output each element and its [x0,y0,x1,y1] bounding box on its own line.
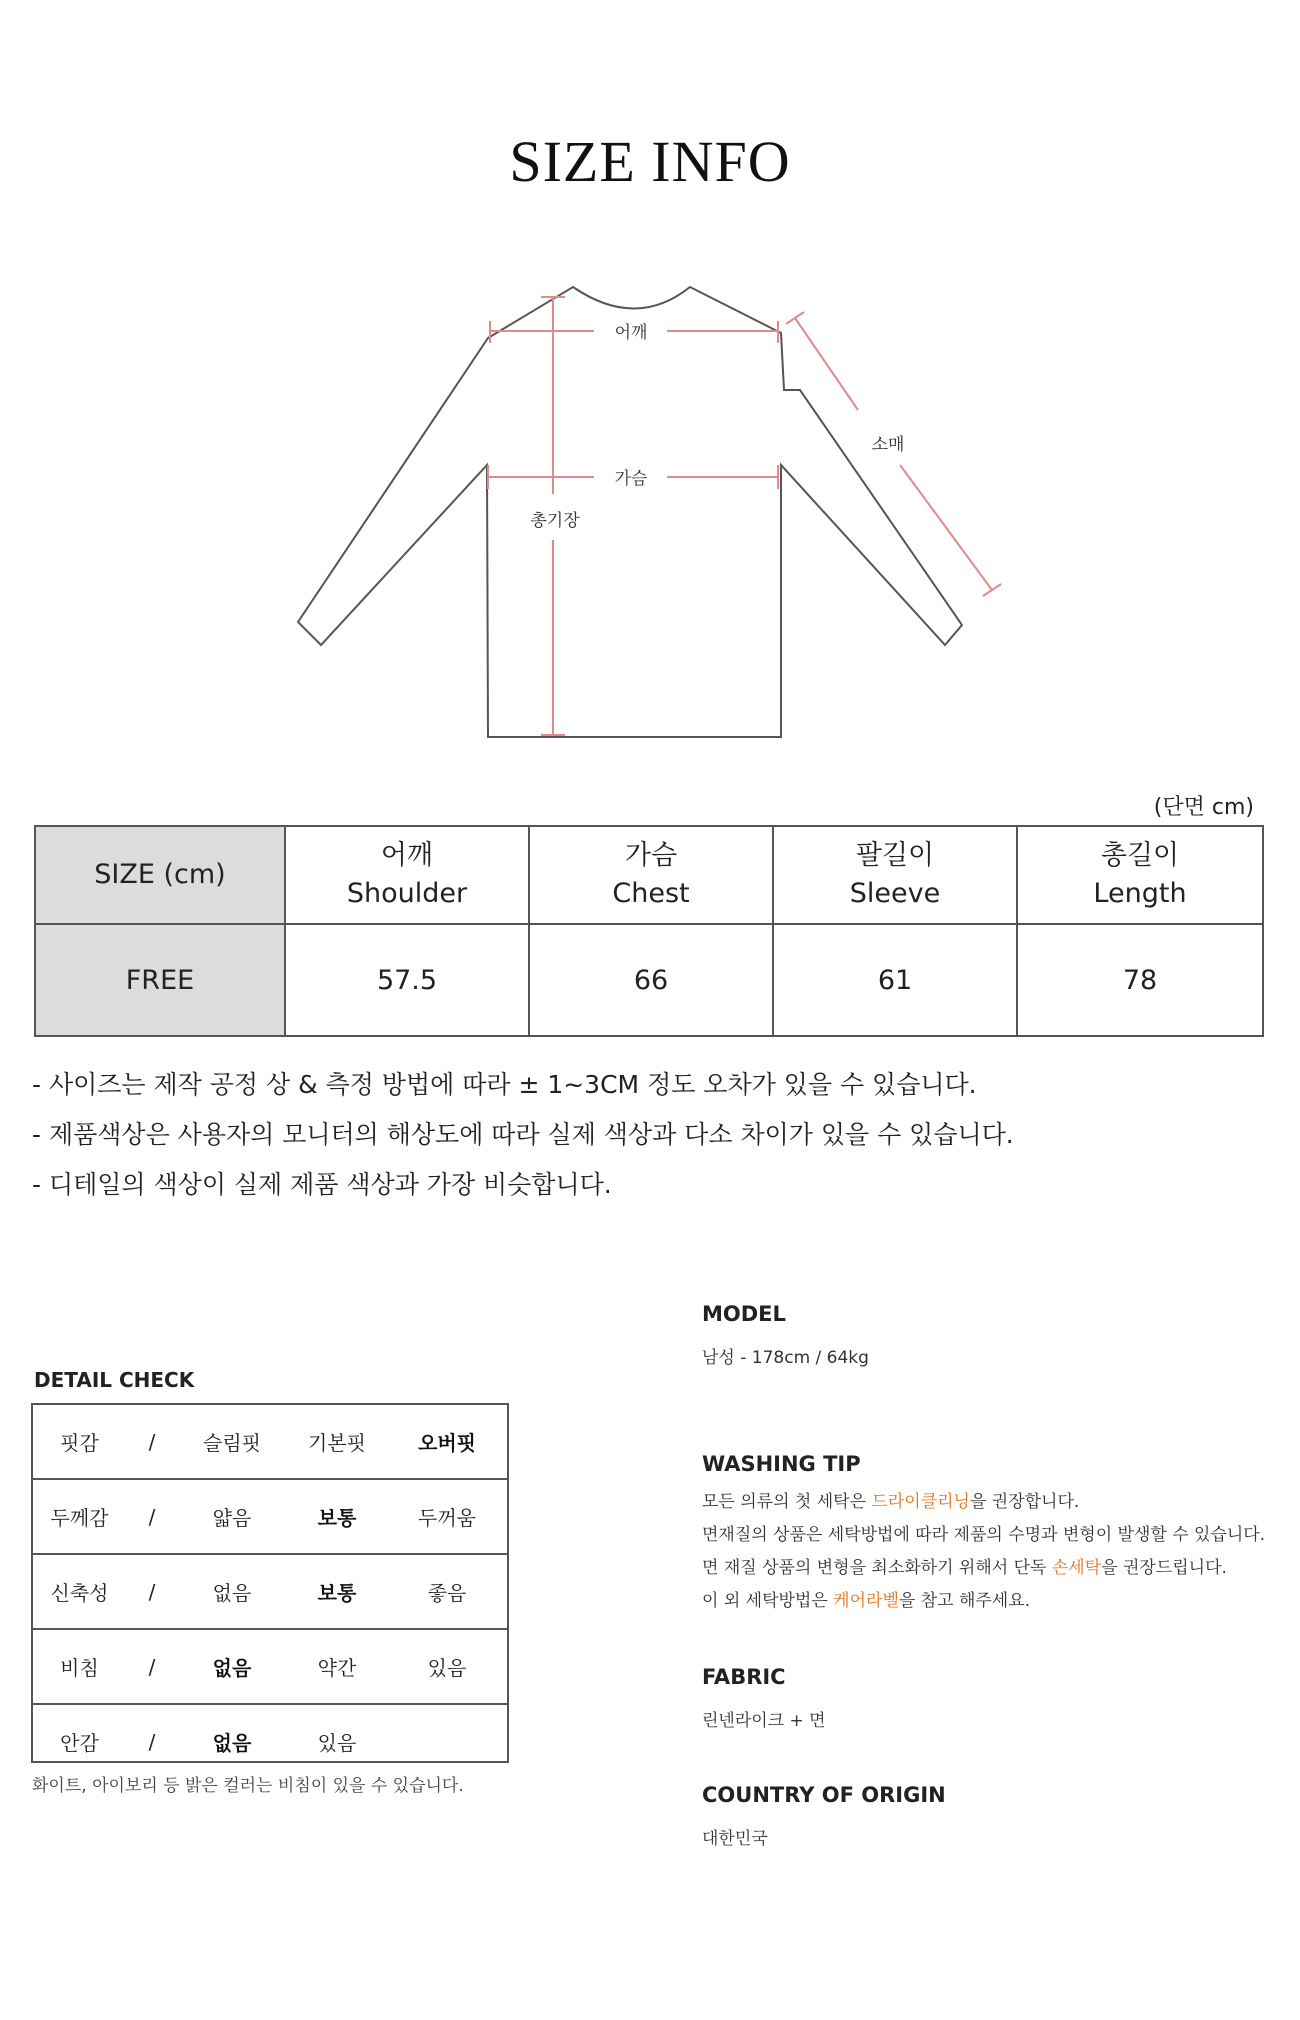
detail-footnote: 화이트, 아이보리 등 밝은 컬러는 비침이 있을 수 있습니다. [32,1776,464,1796]
detail-label: 두께감 [50,1506,109,1530]
detail-separator: / [148,1654,156,1679]
garment-diagram [0,270,1300,750]
size-notes [32,1060,1014,1210]
origin-title: COUNTRY OF ORIGIN [702,1783,946,1807]
note-item: - 사이즈는 제작 공정 상 & 측정 방법에 따라 ± 1~3CM 정도 오차가 있을 수 있습니다. [32,1070,977,1099]
detail-option: 보통 [317,1506,357,1530]
detail-row [32,1629,507,1704]
detail-option: 기본핏 [308,1431,366,1455]
sleeve-header-cell: 팔길이 Sleeve [773,826,1017,924]
origin-text: 대한민국 [702,1829,768,1849]
detail-option: 있음 [317,1731,357,1755]
chest-header-cell: 가슴 Chest [529,826,773,924]
detail-option: 슬림핏 [203,1431,261,1455]
washing-tip-highlight: 케어라벨 [833,1591,899,1611]
washing-tip-line [702,1585,1282,1618]
shoulder-value-cell: 57.5 [285,924,529,1036]
detail-separator: / [148,1729,156,1754]
washing-tip-line [702,1519,1282,1552]
washing-tip-text: 면 재질 상품의 변형을 최소화하기 위해서 단독 [702,1558,1052,1578]
detail-option [387,1704,507,1778]
size-table-row [35,924,1263,1036]
detail-option: 약간 [317,1656,357,1680]
detail-option: 오버핏 [418,1431,476,1455]
washing-tip-text: 면재질의 상품은 세탁방법에 따라 제품의 수명과 변형이 발생할 수 있습니다. [702,1525,1266,1545]
fabric-section [702,1665,1282,1738]
model-title: MODEL [702,1302,786,1326]
fabric-text: 린넨라이크 + 면 [702,1711,826,1731]
unit-note: (단면 cm) [1153,795,1254,820]
detail-check-table [32,1405,507,1778]
washing-tip-line [702,1552,1282,1585]
washing-tip-title: WASHING TIP [702,1452,861,1476]
detail-separator: / [148,1504,156,1529]
detail-option: 두꺼움 [418,1506,476,1530]
detail-option: 좋음 [427,1581,467,1605]
detail-row [32,1479,507,1554]
size-table [34,825,1264,1037]
detail-option: 없음 [212,1731,252,1755]
size-header-cell: SIZE (cm) [35,826,285,924]
detail-label: 핏감 [60,1431,99,1455]
model-text: 남성 - 178cm / 64kg [702,1348,869,1368]
detail-option: 얇음 [212,1506,252,1530]
washing-tip-text: 을 참고 해주세요. [898,1591,1031,1611]
model-section [702,1302,1282,1375]
detail-label: 신축성 [50,1581,109,1605]
detail-label: 비침 [60,1656,99,1680]
chest-label: 가슴 [614,469,648,489]
shoulder-header-cell: 어깨 Shoulder [285,826,529,924]
detail-row [32,1704,507,1778]
washing-tip-lines [702,1486,1282,1618]
detail-separator: / [148,1429,156,1454]
detail-check-title: DETAIL CHECK [34,1368,195,1392]
detail-option: 있음 [427,1656,467,1680]
detail-separator: / [148,1579,156,1604]
washing-tip-text: 을 권장드립니다. [1101,1558,1227,1578]
washing-tip-highlight: 드라이클리닝 [871,1492,970,1512]
chest-value-cell: 66 [529,924,773,1036]
washing-tip-section [702,1452,1282,1618]
note-item: - 디테일의 색상이 실제 제품 색상과 가장 비슷합니다. [32,1170,612,1199]
total-length-label: 총기장 [530,511,580,531]
washing-tip-text: 을 권장합니다. [969,1492,1080,1512]
page-title: SIZE INFO [509,129,791,194]
detail-option: 보통 [317,1581,357,1605]
note-item: - 제품색상은 사용자의 모니터의 해상도에 따라 실제 색상과 다소 차이가 있을 수 있습니다. [32,1120,1014,1149]
sleeve-label: 소매 [871,435,905,455]
size-name-cell: FREE [35,924,285,1036]
detail-row [32,1405,507,1479]
washing-tip-text: 모든 의류의 첫 세탁은 [702,1492,872,1512]
fabric-title: FABRIC [702,1665,786,1689]
length-value-cell: 78 [1017,924,1263,1036]
size-table-header-row [35,826,1263,924]
washing-tip-highlight: 손세탁 [1051,1558,1102,1578]
sweater-outline [298,287,962,737]
sleeve-value-cell: 61 [773,924,1017,1036]
detail-option: 없음 [212,1581,252,1605]
detail-row [32,1554,507,1629]
detail-label: 안감 [60,1731,99,1755]
washing-tip-text: 이 외 세탁방법은 [702,1591,834,1611]
detail-option: 없음 [212,1656,252,1680]
length-header-cell: 총길이 Length [1017,826,1263,924]
washing-tip-line [702,1486,1282,1519]
origin-section [702,1783,1282,1856]
shoulder-label: 어깨 [614,323,648,343]
